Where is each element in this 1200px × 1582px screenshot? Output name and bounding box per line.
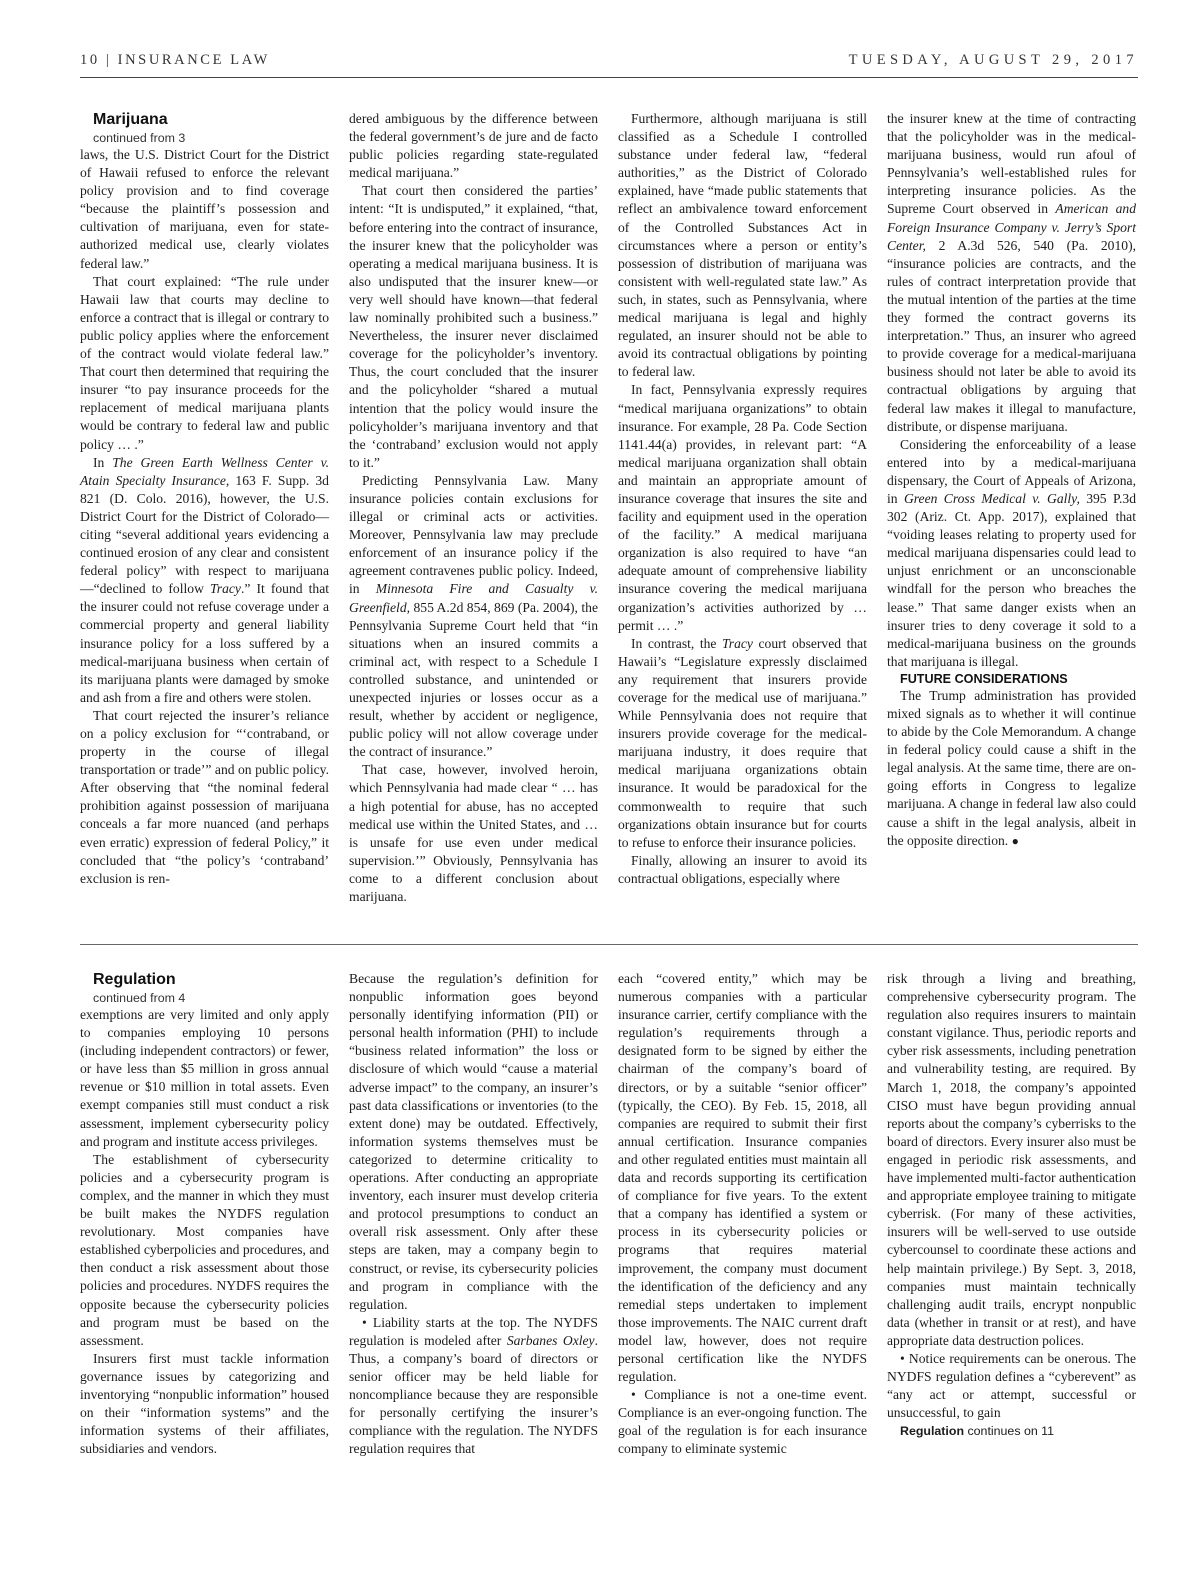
- continues-on-link[interactable]: [887, 1422, 1136, 1440]
- paragraph: exemptions are very limited and only apply to companies employing 10 persons (including independent contractors) or fewer, or have less than $5 million in gross annual revenue or $10 million in total assets. Even exempt companies still must conduct a risk assessment, implement cybersecurity policy and program and institute access privileges.: [80, 1007, 329, 1149]
- text-run: the insurer knew at the time of contracting that the policyholder was in the medical-marijuana business, would run afoul of Pennsylvania’s well-established rules for interpreting insurance policies. As the Supreme Court observed in: [887, 111, 1136, 217]
- article-divider: [80, 944, 1138, 945]
- paragraph: each “covered entity,” which may be numerous companies with a particular insurance carrier, certify compliance with the regulation’s requirements through a designated form to be signed by either the chairman of the company’s board of directors, or by a suitable “senior officer” (typically, the CEO). By Feb. 15, 2018, all companies are required to submit their first annual certification. Insurance companies and other regulated entities must maintain all data and records supporting its certification of compliance for five years. To the extent that a company has identified a system or process in its cybersecurity policies or programs that requires material improvement, the company must document the identification of the deficiency and any remedial steps undertaken to implement those improvements. The NAIC current draft model law, however, does not require personal certification like the NYDFS regulation.: [618, 971, 867, 1385]
- paragraph: Insurers first must tackle information governance issues by categorizing and inventorying “nonpublic information” housed on their “information systems” and the information systems of their affiliates, subsidiaries and vendors.: [80, 1350, 329, 1457]
- text-run: . Thus, a company’s board of directors or senior officer may be held liable for noncompliance because they are responsible for personally certifying the insurer’s compliance with the regulation. The NYDFS regulation requires that: [349, 1332, 598, 1457]
- case-citation: Tracy: [722, 635, 753, 651]
- marijuana-column-4: [887, 110, 1136, 850]
- article-title: Marijuana: [93, 111, 168, 128]
- text-run: • Liability starts at the top. The NYDFS regulation is modeled after: [349, 1314, 598, 1348]
- end-of-article-icon: ●: [1011, 833, 1019, 848]
- paragraph: [887, 436, 1136, 671]
- paragraph: That case, however, involved heroin, which Pennsylvania had made clear “ … has a high potential for abuse, has no accepted medical use within the United States, and … is unsafe for use even under medical supervision.’” Obviously, Pennsylvania has come to a different conclusion about marijuana.: [349, 762, 598, 905]
- regulation-column-1: [80, 970, 329, 1458]
- regulation-column-2: [349, 970, 598, 1459]
- case-citation: Tracy: [209, 581, 241, 597]
- paragraph: risk through a living and breathing, comprehensive cybersecurity program. The regulation also requires insurers to maintain constant vigilance. Thus, periodic reports and cyber risk assessments, including penetration and vulnerability testing, are required. By March 1, 2018, the company’s appointed CISO must have begun providing annual reports about the company’s cyberrisks to the board of directors. Every insurer also must be engaged in periodic risk assessments, and have implemented multi-factor authentication and appropriate employee training to mitigate cyberrisk. (For many of these activities, insurers will be well-served to use outside cybercounsel to coordinate these actions and help maintain privilege.) By Sept. 3, 2018, companies must maintain technically challenging audit trails, encrypt nonpublic data (whether in transit or at rest), and have appropriate data destruction polices.: [887, 971, 1136, 1348]
- text-run: 395 P.3d 302 (Ariz. Ct. App. 2017), explained that “voiding leases relating to property used for medical marijuana dispensaries could lead to unjust enrichment or an unconscionable windfall for the person who breaches the lease.” That same danger exists when an insurer tries to deny coverage it sold to a medical-marijuana business on the grounds that marijuana is illegal.: [887, 490, 1136, 669]
- case-citation: Sarbanes Oxley: [506, 1332, 595, 1348]
- paragraph: [349, 1314, 598, 1459]
- text-run: Predicting Pennsylvania Law. Many insurance policies contain exclusions for illegal or criminal acts or activities. Moreover, Pennsylvania law may preclude enforcement of an insurance policy if the agreement contravenes public policy. Indeed, in: [349, 472, 598, 597]
- paragraph: That court explained: “The rule under Hawaii law that courts may decline to enforce a contract that is illegal or contrary to public policy applies where the enforcement of the contract would violate federal law.” That court then determined that requiring the insurer “to pay insurance proceeds for the replacement of medical marijuana plants would be contrary to federal law and public policy … .”: [80, 273, 329, 452]
- page-header: [80, 52, 1138, 74]
- marijuana-column-3: [618, 110, 867, 888]
- header-divider: [80, 77, 1138, 78]
- paragraph: Furthermore, although marijuana is still classified as a Schedule I controlled substance under federal law, “federal authorities,” as the District of Colorado explained, have “made public statements that reflect an ambivalence toward enforcement of the Controlled Substances Act in circumstances where a person or entity’s possession of distribution of marijuana was consistent with well-regulated state law.” As such, in states, such as Pennsylvania, where medical marijuana is legal and highly regulated, an insurer should not be able to avoid its contractual obligations by pointing to federal law.: [618, 111, 867, 380]
- text-run: .” It found that the insurer could not refuse coverage under a commercial property and general liability insurance policy for a loss suffered by a medical-marijuana business when certain of its marijuana plants were damaged by smoke and ash from a fire and others were stolen.: [80, 581, 329, 705]
- section-subheading: FUTURE CONSIDERATIONS: [900, 671, 1068, 686]
- paragraph: • Compliance is not a one-time event. Compliance is an ever-ongoing function. The goal of the regulation is for each insurance company to eliminate systemic: [618, 1387, 867, 1457]
- paragraph: [618, 635, 867, 852]
- paragraph: The establishment of cybersecurity policies and a cybersecurity program is complex, and the manner in which they must be built makes the NYDFS regulation revolutionary. Most companies have established cyberpolicies and procedures, and then conduct a risk assessment about those policies and procedures. NYDFS requires the opposite because the cybersecurity policies and program must be based on the assessment.: [80, 1151, 329, 1348]
- continued-from-label: continued from 3: [93, 131, 186, 145]
- text-run: Considering the enforceability of a lease entered into by a medical-marijuana dispensary, the Court of Appeals of Arizona, in: [887, 436, 1136, 506]
- paragraph: That court rejected the insurer’s reliance on a policy exclusion for “‘contraband, or property in the course of illegal transportation or trade’” and on public policy. After observing that “the nominal federal prohibition against possession of marijuana conceals a far more nuanced (and perhaps even erratic) expression of federal Policy,” it concluded that “the policy’s ‘contraband’ exclusion is ren-: [80, 707, 329, 886]
- marijuana-column-2: [349, 110, 598, 906]
- paragraph: In fact, Pennsylvania expressly requires “medical marijuana organizations” to obtain insurance. For example, 28 Pa. Code Section 1141.44(a) provides, in relevant part: “A medical marijuana organization shall obtain and maintain an appropriate amount of insurance coverage that insures the site and facility and equipment used in the operation of the facility.” A medical marijuana organization is also required to have “an adequate amount of comprehensive liability insurance covering the medical marijuana organization’s activities authorized by … permit … .”: [618, 382, 867, 633]
- case-citation: The Green Earth Wellness Center v. Atain Specialty Insurance,: [80, 454, 329, 488]
- marijuana-article: [80, 110, 1138, 935]
- text-run: The Trump administration has provided mixed signals as to whether it will continue to abide by the Cole Memorandum. A change in federal policy could cause a shift in the legal analysis. At the same time, there are on-going efforts in Congress to legalize marijuana. A change in federal law also could cause a shift in the legal analysis, albeit in the opposite direction.: [887, 687, 1136, 848]
- page-section-label: 10 | INSURANCE LAW: [80, 52, 270, 68]
- regulation-article: [80, 970, 1138, 1530]
- text-run: 163 F. Supp. 3d 821 (D. Colo. 2016), however, the U.S. District Court for the District of Colorado—citing “several additional years evidencing a continued erosion of any clear and consistent federal policy” with respect to marijuana—“declined to follow: [80, 472, 329, 597]
- paragraph: [887, 687, 1136, 850]
- text-run: In: [93, 454, 113, 470]
- paragraph: [887, 110, 1136, 436]
- regulation-column-4: [887, 970, 1136, 1440]
- continues-label: Regulation: [900, 1424, 965, 1439]
- case-citation: Green Cross Medical v. Gally,: [903, 490, 1080, 506]
- paragraph: dered ambiguous by the difference between the federal government’s de jure and de facto public policies regarding state-regulated medical marijuana.”: [349, 111, 598, 181]
- text-run: court observed that Hawaii’s “Legislature expressly disclaimed any requirement that insurers provide coverage for the medical use of marijuana.” While Pennsylvania does not require that insurers provide coverage for the medical-marijuana industry, it does require that medical marijuana organizations obtain insurance. It would be paradoxical for the commonwealth to require that such organizations obtain insurance but for courts to refuse to enforce their insurance policies.: [618, 635, 867, 850]
- article-title: Regulation: [93, 971, 176, 988]
- paragraph: Because the regulation’s definition for nonpublic information goes beyond personally identifying information (PII) or personal health information (PHI) to include “business related information” the loss or disclosure of which would “cause a material adverse impact” to the company, an insurer’s past data classifications or inventories (to the extent done) may be outdated. Effectively, information systems themselves must be categorized to determine criticality to operations. After conducting an appropriate inventory, each insurer must develop criteria and protocol presumptions to conduct an overall risk assessment. Only after these steps are taken, may a company begin to construct, or revise, its cybersecurity policies and program in compliance with the regulation.: [349, 971, 598, 1312]
- case-citation: Minnesota Fire and Casualty v. Greenfield,: [349, 581, 598, 615]
- regulation-column-3: [618, 970, 867, 1459]
- issue-date: TUESDAY, AUGUST 29, 2017: [848, 52, 1138, 68]
- paragraph: • Notice requirements can be onerous. The NYDFS regulation defines a “cyberevent” as “any act or attempt, successful or unsuccessful, to gain: [887, 1350, 1136, 1421]
- text-run: 2 A.3d 526, 540 (Pa. 2010), “insurance policies are contracts, and the rules of contract interpretation provide that the mutual intention of the parties at the time they formed the contract governs its interpretation.” Thus, an insurer who agreed to provide coverage for a medical-marijuana business should not later be able to avoid its contractual obligations by arguing that federal law makes it illegal to manufacture, distribute, or dispense marijuana.: [887, 237, 1136, 434]
- continued-from-label: continued from 4: [93, 991, 186, 1005]
- paragraph: [349, 472, 598, 762]
- marijuana-column-1: [80, 110, 329, 888]
- text-run: 855 A.2d 854, 869 (Pa. 2004), the Pennsylvania Supreme Court held that “in situations when an insured commits a criminal act, with respect to a Schedule I controlled substance, and unintended or unexpected injuries or losses occur as a result, whether by accident or negligence, public policy will not allow coverage under the contract of insurance.”: [349, 599, 598, 760]
- case-citation: American and Foreign Insurance Company v. Jerry’s Sport Center,: [887, 201, 1136, 253]
- continues-page: continues on 11: [964, 1424, 1055, 1439]
- text-run: In contrast, the: [631, 635, 722, 651]
- paragraph: That court then considered the parties’ intent: “It is undisputed,” it explained, “that, before entering into the contract of insurance, the insurer knew that the policyholder was operating a medical marijuana business. It is also undisputed that the insurer knew—or very well should have known—that federal law nominally prohibited such a business.” Nevertheless, the insurer never disclaimed coverage for the policyholder’s inventory. Thus, the court concluded that the insurer and the policyholder “shared a mutual intention that the policy would insure the policyholder’s marijuana inventory and that the ‘contraband’ exclusion would not apply to it.”: [349, 183, 598, 470]
- paragraph: laws, the U.S. District Court for the District of Hawaii refused to enforce the relevant policy provision and to find coverage “because the plaintiff’s possession and cultivation of marijuana, even for state-authorized medical use, clearly violates federal law.”: [80, 147, 329, 271]
- paragraph: Finally, allowing an insurer to avoid its contractual obligations, especially where: [618, 852, 867, 886]
- paragraph: [80, 454, 329, 707]
